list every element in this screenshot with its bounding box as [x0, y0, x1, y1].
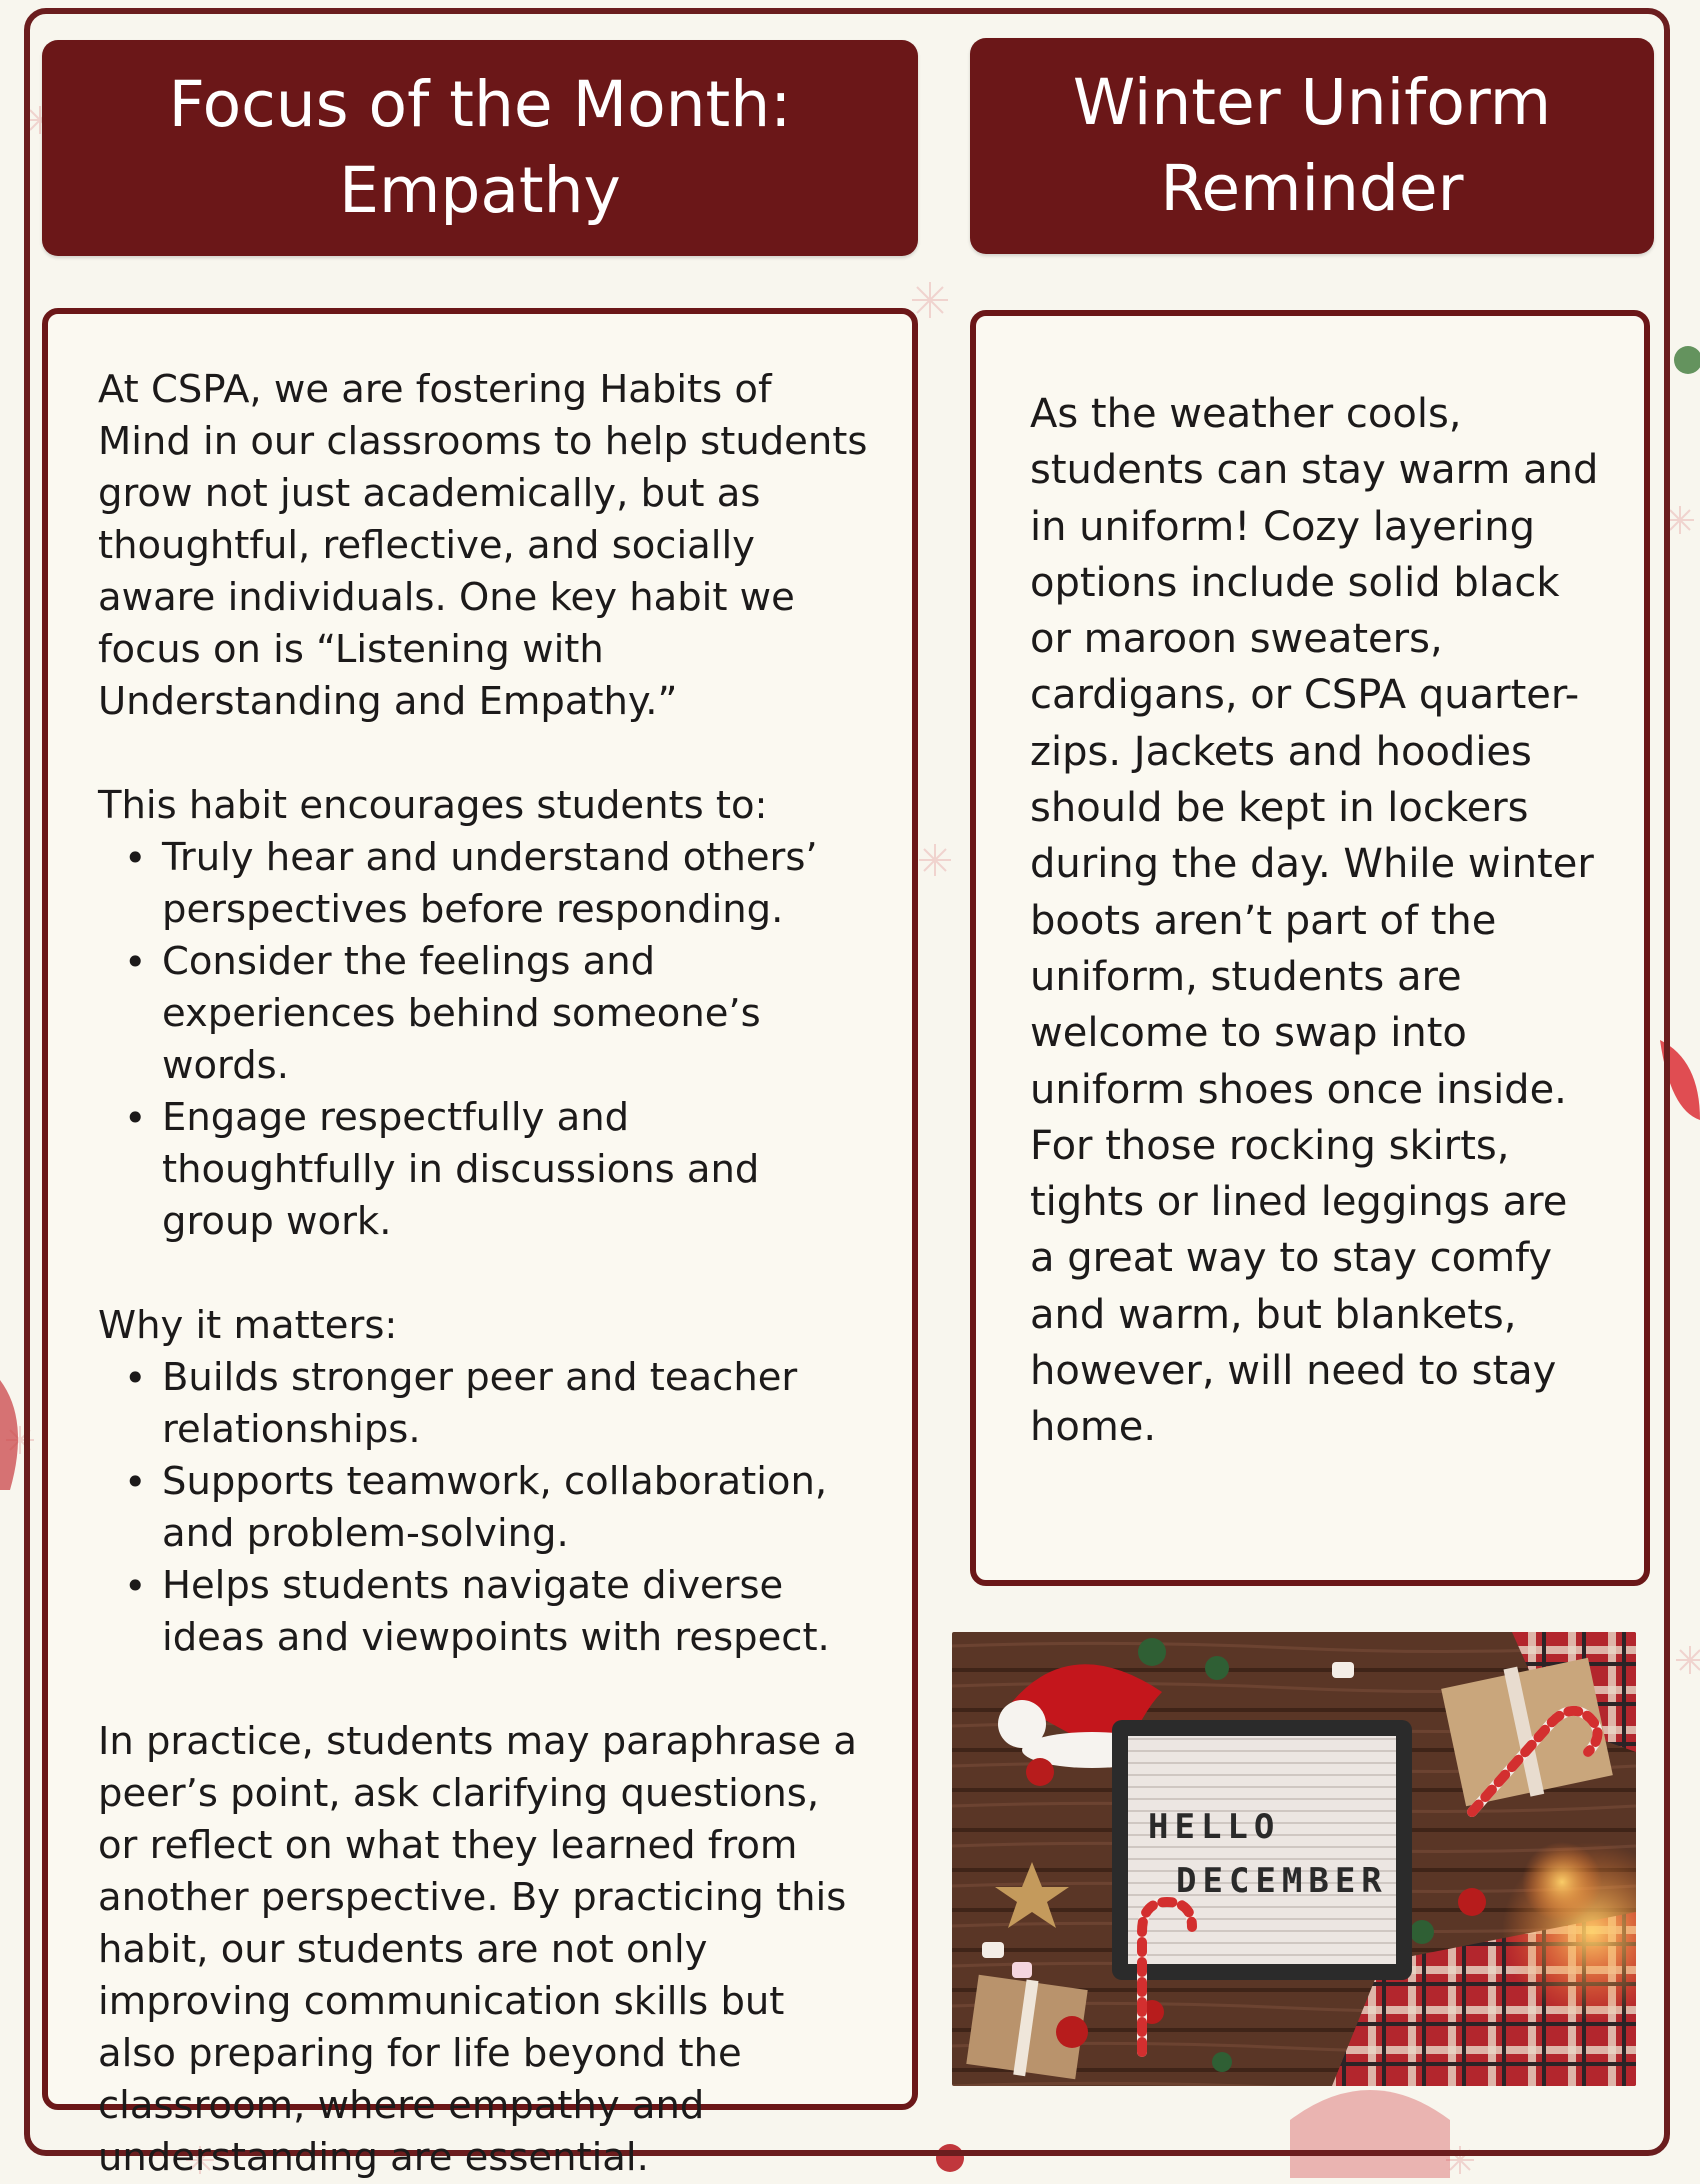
- focus-header-line1: Focus of the Month:: [168, 68, 792, 141]
- matters-heading: Why it matters:: [98, 1303, 398, 1348]
- uniform-paragraph: As the weather cools, students can stay warm and in uniform! Cozy layering options include solid black or maroon sweaters, cardigans, or CSPA quarter-zips. Jackets and hoodies should be kept in lockers during the day. While winter boots aren’t part of the uniform, students are welcome to swap into uniform shoes once inside. For those rocking skirts, tights or lined leggings are a great way to stay comfy and warm, but blankets, however, will need to stay home.: [1030, 391, 1599, 1451]
- letterboard-line1: HELLO: [1148, 1807, 1281, 1847]
- winter-uniform-header: [970, 38, 1654, 254]
- uniform-header-line2: Reminder: [1160, 152, 1464, 225]
- intro-paragraph: At CSPA, we are fostering Habits of Mind in our classrooms to help students grow not just academically, but as thoughtful, reflective, and socially aware individuals. One key habit we focus on is “Listening with Understanding and Empathy.”: [98, 367, 868, 724]
- list-item: • Engage respectfully and thoughtfully in discussions and group work.: [162, 1092, 868, 1248]
- encourages-heading: This habit encourages students to:: [98, 783, 768, 828]
- list-item: • Helps students navigate diverse ideas and viewpoints with respect.: [162, 1560, 868, 1664]
- empathy-panel: [42, 308, 918, 2180]
- hello-december-photo: [952, 1632, 1636, 2086]
- list-item: • Truly hear and understand others’ perspectives before responding.: [162, 832, 868, 936]
- list-item: • Supports teamwork, collaboration, and problem-solving.: [162, 1456, 868, 1560]
- uniform-header-line1: Winter Uniform: [1072, 66, 1552, 139]
- list-item: • Consider the feelings and experiences behind someone’s words.: [162, 936, 868, 1092]
- practice-paragraph: In practice, students may paraphrase a peer’s point, ask clarifying questions, or reflect on what they learned from another perspective. By practicing this habit, our students are not only improving communication skills but also preparing for life beyond the classroom, where empathy and understanding are essential.: [98, 1719, 858, 2180]
- focus-of-month-header: [42, 40, 918, 256]
- uniform-panel: [970, 310, 1650, 1586]
- list-item: • Builds stronger peer and teacher relationships.: [162, 1352, 868, 1456]
- encourages-list: [98, 832, 868, 1248]
- focus-header-line2: Empathy: [339, 154, 621, 227]
- letterboard-line2: DECEMBER: [1176, 1861, 1388, 1901]
- holiday-scene-illustration: [952, 1632, 1636, 2086]
- matters-list: [98, 1352, 868, 1664]
